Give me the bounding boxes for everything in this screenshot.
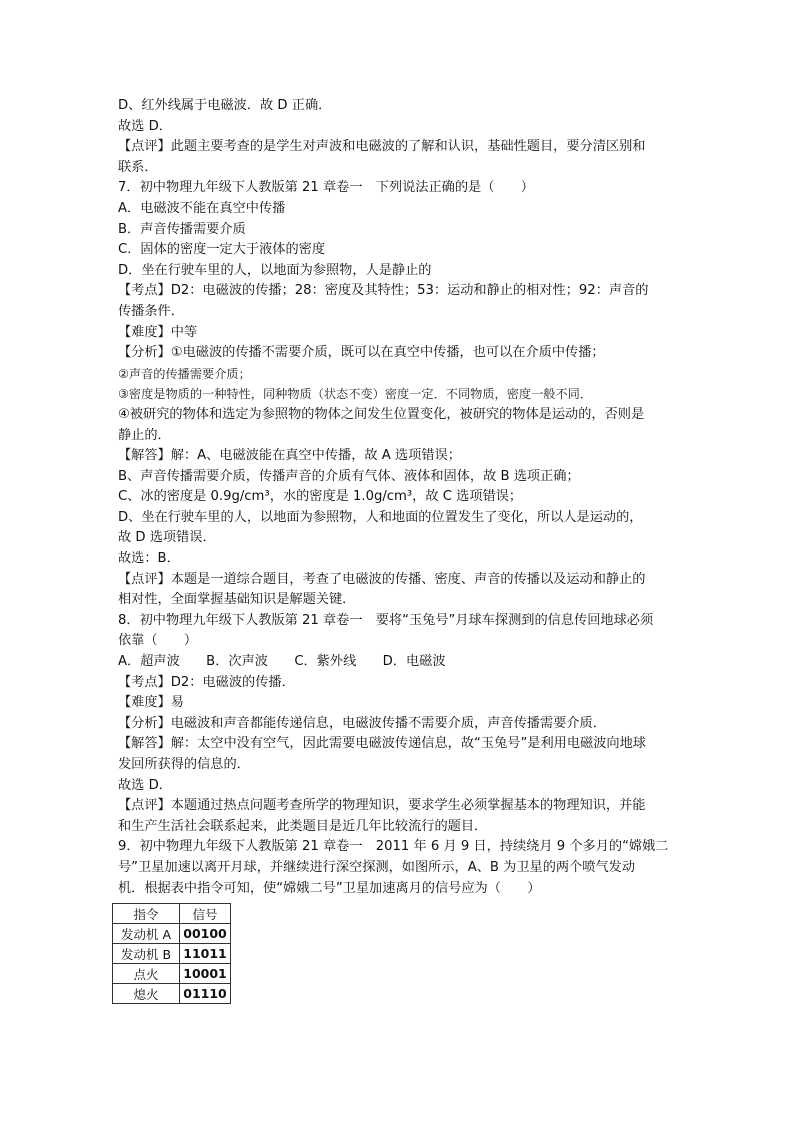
text-line: 故选：B． — [118, 551, 180, 567]
text-line: 故选 D． — [118, 118, 172, 134]
text-line: 【解答】解：太空中没有空气，因此需要电磁波传递信息，故“玉兔号”是利用电磁波向地球 — [118, 736, 646, 752]
text-line: ②声音的传播需要介质； — [118, 366, 251, 381]
text-line: 【分析】①电磁波的传播不需要介质，既可以在真空中传播，也可以在介质中传播； — [118, 345, 605, 361]
text-line: 联系． — [118, 159, 158, 175]
text-line: 故 D 选项错误． — [118, 530, 216, 546]
text-line: D．坐在行驶车里的人，以地面为参照物，人是静止的 — [118, 262, 432, 278]
text-line: 9．初中物理九年级下人教版第 21 章卷一 2011 年 6 月 9 日，持续绕月 9 个多月的“嫦娥二 — [118, 839, 669, 855]
text-line: C．固体的密度一定大于液体的密度 — [118, 242, 326, 258]
text-line: A．电磁波不能在真空中传播 — [118, 200, 286, 216]
text-line: B．声音传播需要介质 — [118, 221, 246, 237]
text-line: 相对性，全面掌握基础知识是解题关键． — [118, 592, 356, 608]
table-cell-signal: 11011 — [180, 944, 231, 964]
table-row — [113, 924, 231, 944]
table-header: 信号 — [180, 904, 231, 924]
table-header-row — [113, 904, 231, 924]
table-cell-signal: 00100 — [180, 924, 231, 944]
table-cell-signal: 10001 — [180, 964, 231, 984]
table-row — [113, 944, 231, 964]
text-line: A．超声波 B．次声波 C．紫外线 D．电磁波 — [118, 654, 446, 670]
text-line: 静止的． — [118, 427, 171, 443]
text-line: 【难度】易 — [118, 695, 184, 711]
text-line: 依靠（ ） — [118, 633, 198, 649]
text-line: B、声音传播需要介质，传播声音的介质有气体、液体和固体，故 B 选项正确； — [118, 468, 580, 484]
text-line: 7．初中物理九年级下人教版第 21 章卷一 下列说法正确的是（ ） — [118, 180, 534, 196]
document-text — [118, 96, 688, 899]
table-row — [113, 964, 231, 984]
text-line: 【解答】解：A、电磁波能在真空中传播，故 A 选项错误； — [118, 448, 461, 464]
text-line: D、红外线属于电磁波．故 D 正确． — [118, 98, 332, 113]
text-line: 【难度】中等 — [118, 324, 198, 340]
text-line: 8．初中物理九年级下人教版第 21 章卷一 要将“玉兔号”月球车探测到的信息传回地球必须 — [118, 612, 654, 628]
table-cell-command: 熄火 — [113, 984, 180, 1004]
table-row — [113, 984, 231, 1004]
text-line: 号”卫星加速以离开月球，并继续进行深空探测，如图所示，A、B 为卫星的两个喷气发动 — [118, 859, 636, 875]
text-line: 【点评】本题是一道综合题目，考查了电磁波的传播、密度、声音的传播以及运动和静止的 — [118, 571, 646, 587]
table-cell-signal: 01110 — [180, 984, 231, 1004]
text-line: C、冰的密度是 0.9g/cm³，水的密度是 1.0g/cm³，故 C 选项错误； — [118, 489, 523, 505]
signal-table — [112, 903, 231, 1004]
text-line: 【点评】本题通过热点问题考查所学的物理知识，要求学生必须掌握基本的物理知识，并能 — [118, 798, 646, 814]
table-cell-command: 点火 — [113, 964, 180, 984]
text-line: 故选 D． — [118, 777, 172, 793]
table-header: 指令 — [113, 904, 180, 924]
text-line: ③密度是物质的一种特性，同种物质（状态不变）密度一定．不同物质，密度一般不同． — [118, 387, 593, 402]
text-line: 【考点】D2：电磁波的传播；28：密度及其特性；53：运动和静止的相对性；92：声音的 — [118, 283, 649, 299]
document-page — [118, 96, 688, 1004]
text-line: 和生产生活社会联系起来，此类题目是近几年比较流行的题目． — [118, 818, 488, 834]
text-line: D、坐在行驶车里的人，以地面为参照物，人和地面的位置发生了变化，所以人是运动的， — [118, 509, 643, 525]
text-line: 发回所获得的信息的． — [118, 757, 250, 772]
table-cell-command: 发动机 A — [113, 924, 180, 944]
text-line: 【考点】D2：电磁波的传播． — [118, 674, 295, 690]
text-line: 机．根据表中指令可知，使“嫦娥二号”卫星加速离月的信号应为（ ） — [118, 880, 541, 896]
text-line: 传播条件． — [118, 303, 184, 319]
text-line: 【分析】电磁波和声音都能传递信息，电磁波传播不需要介质，声音传播需要介质． — [118, 715, 606, 731]
table-cell-command: 发动机 B — [113, 944, 180, 964]
text-line: 【点评】此题主要考查的是学生对声波和电磁波的了解和认识，基础性题目，要分清区别和 — [118, 139, 646, 155]
text-line: ④被研究的物体和选定为参照物的物体之间发生位置变化，被研究的物体是运动的，否则是 — [118, 406, 645, 422]
